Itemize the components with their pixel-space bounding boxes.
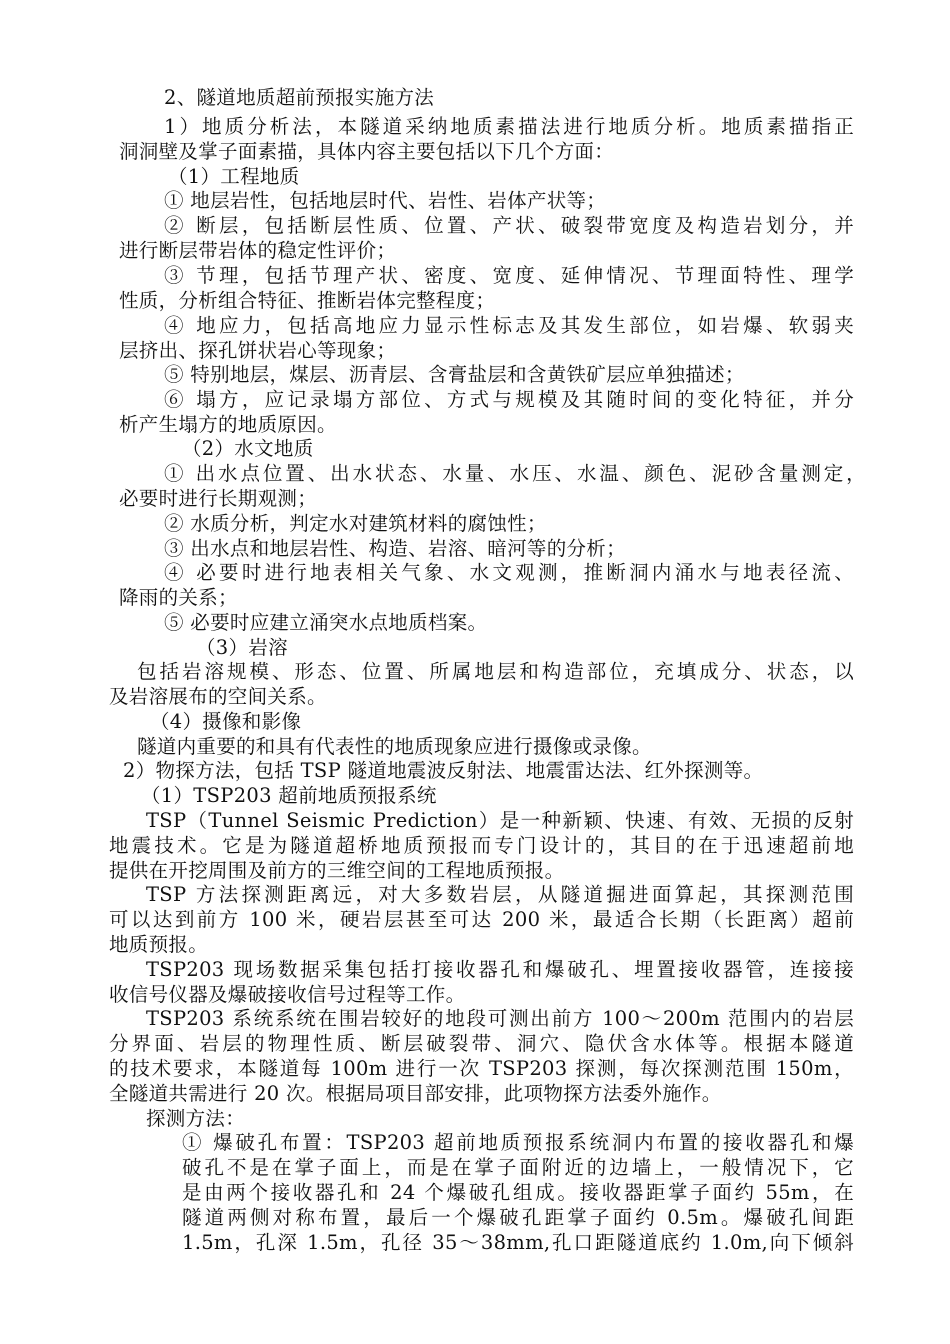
- list-item: ④ 必要时进行地表相关气象、水文观测，推断洞内涌水与地表径流、: [164, 561, 854, 584]
- detection-method-label: 探测方法：: [146, 1107, 246, 1130]
- paragraph-line: 全隧道共需进行 20 次。根据局项目部安排，此项物探方法委外施作。: [109, 1082, 722, 1105]
- paragraph-line: 的技术要求，本隧道每 100m 进行一次 TSP203 探测，每次探测范围 150m，: [109, 1057, 854, 1080]
- paragraph-line: 提供在开挖周围及前方的三维空间的工程地质预报。: [109, 859, 565, 882]
- subheading-karst: （3）岩溶: [196, 636, 288, 659]
- paragraph-line: 隧道内重要的和具有代表性的地质现象应进行摄像或录像。: [137, 735, 652, 758]
- paragraph-line: TSP（Tunnel Seismic Prediction）是一种新颖、快速、有效、无损的反射: [146, 809, 854, 832]
- list-item: ② 水质分析，判定水对建筑材料的腐蚀性；: [164, 512, 547, 535]
- list-item: ⑥ 塌方，应记录塌方部位、方式与规模及其随时间的变化特征，并分: [164, 388, 854, 411]
- list-item: ⑤ 必要时应建立涌突水点地质档案。: [164, 611, 488, 634]
- list-item: ① 出水点位置、出水状态、水量、水压、水温、颜色、泥砂含量测定，: [164, 462, 866, 485]
- list-item-continuation: 降雨的关系；: [119, 586, 238, 609]
- paragraph-line: 地质预报。: [109, 933, 209, 956]
- paragraph-line: TSP 方法探测距离远，对大多数岩层，从隧道掘进面算起，其探测范围: [146, 883, 854, 906]
- method-item-continuation: 1.5m，孔深 1.5m，孔径 35～38mm,孔口距隧道底约 1.0m,向下倾斜: [182, 1231, 854, 1254]
- list-item-continuation: 析产生塌方的地质原因。: [119, 413, 337, 436]
- paragraph-line: 分界面、岩层的物理性质、断层破裂带、洞穴、隐伏含水体等。根据本隧道: [109, 1032, 854, 1055]
- subheading-imaging: （4）摄像和影像: [150, 710, 302, 733]
- list-item-continuation: 进行断层带岩体的稳定性评价；: [119, 239, 397, 262]
- paragraph-line: 1）地质分析法，本隧道采纳地质素描法进行地质分析。地质素描指正: [164, 115, 854, 138]
- list-item-continuation: 必要时进行长期观测；: [119, 487, 318, 510]
- paragraph-line: 收信号仪器及爆破接收信号过程等工作。: [109, 983, 466, 1006]
- paragraph-line: 洞洞壁及掌子面素描，具体内容主要包括以下几个方面：: [119, 140, 615, 163]
- list-item: ④ 地应力，包括高地应力显示性标志及其发生部位，如岩爆、软弱夹: [164, 314, 854, 337]
- paragraph-line: 地震技术。它是为隧道超桥地质预报而专门设计的，其目的在于迅速超前地: [109, 834, 854, 857]
- paragraph-line: 包括岩溶规模、形态、位置、所属地层和构造部位，充填成分、状态，以: [137, 660, 854, 683]
- subheading-engineering-geology: （1）工程地质: [168, 165, 300, 188]
- method-item: ① 爆破孔布置：TSP203 超前地质预报系统洞内布置的接收器孔和爆: [182, 1131, 854, 1154]
- method-item-continuation: 隧道两侧对称布置，最后一个爆破孔距掌子面约 0.5m。爆破孔间距: [182, 1206, 854, 1229]
- method-item-continuation: 是由两个接收器孔和 24 个爆破孔组成。接收器距掌子面约 55m，在: [182, 1181, 854, 1204]
- list-item: ③ 出水点和地层岩性、构造、岩溶、暗河等的分析；: [164, 537, 626, 560]
- list-item: ⑤ 特别地层，煤层、沥青层、含膏盐层和含黄铁矿层应单独描述；: [164, 363, 745, 386]
- section-title: 2、隧道地质超前预报实施方法: [164, 86, 435, 109]
- paragraph-line: 可以达到前方 100 米，硬岩层甚至可达 200 米，最适合长期（长距离）超前: [109, 908, 854, 931]
- paragraph-line: 及岩溶展布的空间关系。: [109, 685, 327, 708]
- subheading-tsp203: （1）TSP203 超前地质预报系统: [141, 784, 437, 807]
- list-item-continuation: 性质，分析组合特征、推断岩体完整程度；: [119, 289, 496, 312]
- subheading-hydrogeology: （2）水文地质: [182, 437, 314, 460]
- paragraph-line: 2）物探方法，包括 TSP 隧道地震波反射法、地震雷达法、红外探测等。: [123, 759, 764, 782]
- list-item-continuation: 层挤出、探孔饼状岩心等现象；: [119, 339, 397, 362]
- paragraph-line: TSP203 系统系统在围岩较好的地段可测出前方 100～200m 范围内的岩层: [146, 1007, 854, 1030]
- method-item-continuation: 破孔不是在掌子面上，而是在掌子面附近的边墙上，一般情况下，它: [182, 1156, 854, 1179]
- paragraph-line: TSP203 现场数据采集包括打接收器孔和爆破孔、埋置接收器管，连接接: [146, 958, 854, 981]
- list-item: ① 地层岩性，包括地层时代、岩性、岩体产状等；: [164, 189, 607, 212]
- list-item: ③ 节理，包括节理产状、密度、宽度、延伸情况、节理面特性、理学: [164, 264, 854, 287]
- list-item: ② 断层，包括断层性质、位置、产状、破裂带宽度及构造岩划分，并: [164, 214, 854, 237]
